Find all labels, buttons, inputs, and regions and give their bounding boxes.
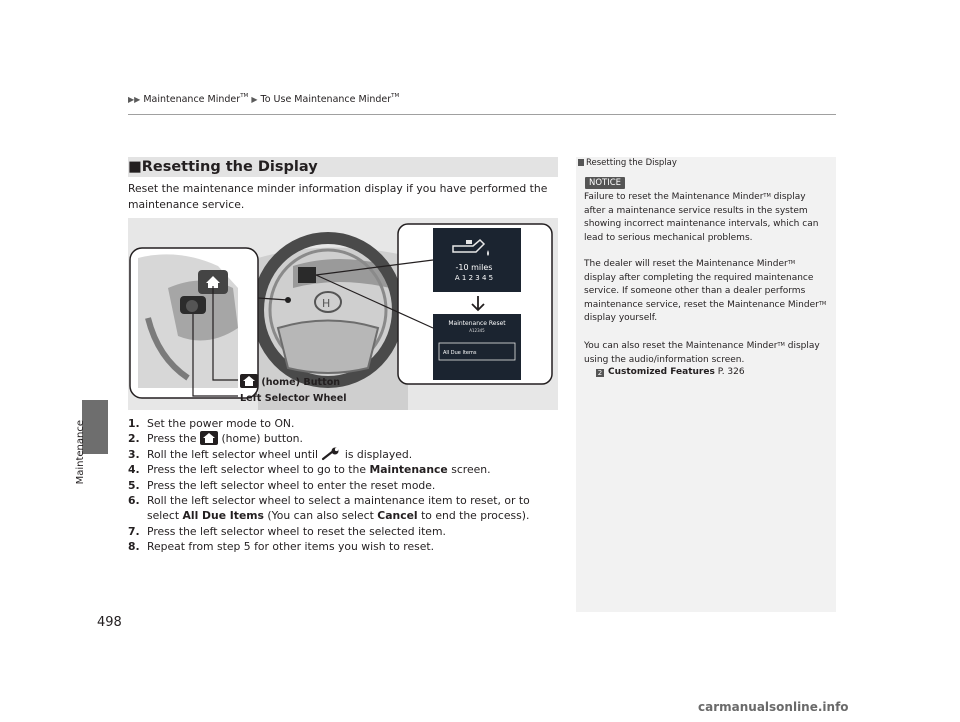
steps-list <box>128 416 560 555</box>
sidebar-title: Resetting the Display <box>578 158 677 168</box>
list-item: 5. Press the left selector wheel to enter the reset mode. <box>128 478 436 492</box>
list-item: 1. Set the power mode to ON. <box>128 417 295 430</box>
intro-paragraph: Reset the maintenance minder information display if you have performed the maintenance service. <box>128 182 548 211</box>
svg-text:-10 miles: -10 miles <box>455 263 493 272</box>
customized-features-link[interactable]: 2 Customized Features P. 326 <box>597 367 745 377</box>
svg-text:All Due Items: All Due Items <box>443 350 477 356</box>
list-item: 3. Roll the left selector wheel until is displayed. <box>128 447 413 461</box>
home-icon <box>200 431 218 445</box>
wrench-icon <box>321 447 341 461</box>
home-icon <box>240 374 258 388</box>
svg-text:A 1 2 3 4 5: A 1 2 3 4 5 <box>454 274 494 282</box>
sidebar-paragraph: Failure to reset the Maintenance Minder™ display after a maintenance service results in the system showing incorrect maintenance intervals, which can lead to serious mechanical problems. <box>584 192 819 243</box>
sidebar-paragraph: You can also reset the Maintenance Minder™ display using the audio/information screen. <box>584 341 820 365</box>
page-number: 498 <box>97 615 122 630</box>
svg-text:Maintenance Reset: Maintenance Reset <box>448 320 506 327</box>
note-marker-icon <box>578 159 584 166</box>
chapter-tab[interactable]: Maintenance <box>75 420 86 485</box>
watermark: carmanualsonline.info <box>698 700 849 714</box>
callout-home-button: (home) Button <box>240 374 340 388</box>
sidebar-paragraph: The dealer will reset the Maintenance Minder™ display after completing the required maintenance service. If someone other than a dealer performs maintenance service, reset the Maintenance Minder™ display yourself. <box>584 259 827 323</box>
svg-text:A12345: A12345 <box>469 328 485 333</box>
breadcrumb-arrow-icon: ▶▶ <box>128 95 141 104</box>
breadcrumb: ▶▶ Maintenance Minder™ ▶ To Use Maintenance Minder™ <box>128 93 400 105</box>
header-divider <box>128 114 836 115</box>
breadcrumb-item-use[interactable]: To Use Maintenance Minder <box>260 94 392 105</box>
callout-left-selector-wheel: Left Selector Wheel <box>240 393 347 404</box>
cross-reference-icon: 2 <box>597 369 603 377</box>
notice-badge: NOTICE <box>585 177 625 189</box>
breadcrumb-item-minder[interactable]: Maintenance Minder <box>143 94 241 105</box>
list-item: 4. Press the left selector wheel to go to the Maintenance screen. <box>128 463 491 477</box>
list-item: 2. Press the (home) button. <box>128 432 303 446</box>
instrument-display-closeup <box>398 224 552 384</box>
list-item: 8. Repeat from step 5 for other items you wish to reset. <box>128 540 435 554</box>
list-item: 7. Press the left selector wheel to reset the selected item. <box>128 524 446 538</box>
list-item: 6. Roll the left selector wheel to select a maintenance item to reset, or to select All Due Items (You can also select Cancel to end the process). <box>128 494 530 523</box>
chapter-strip <box>82 100 108 680</box>
steering-wheel-figure <box>128 218 558 410</box>
breadcrumb-arrow-icon: ▶ <box>251 95 258 104</box>
steering-control-closeup <box>130 248 258 398</box>
svg-text:H: H <box>322 297 331 310</box>
section-title: ■Resetting the Display <box>128 159 318 175</box>
